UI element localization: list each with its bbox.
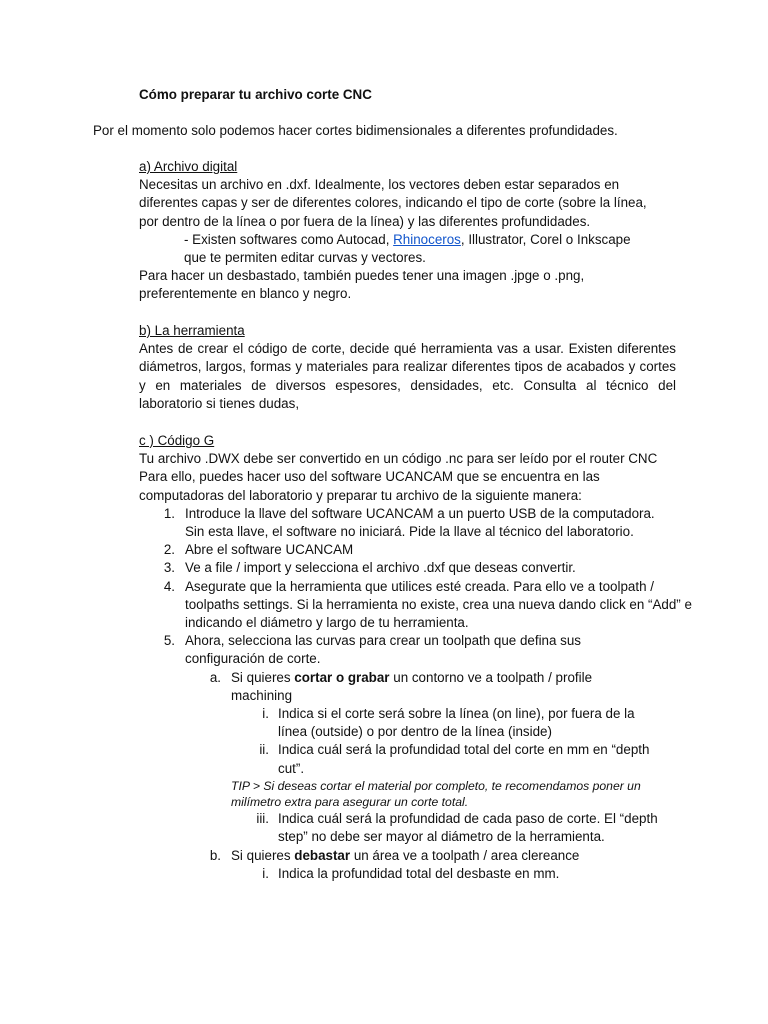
list-item-text: Asegurate que la herramienta que utilices esté creada. Para ello ve a toolpath / toolpaths settings. Si la herramienta no existe, crea una nueva dando click en “Add” e indicando el diámetro y largo de tu herramienta. (185, 578, 692, 631)
steps-list (139, 505, 692, 669)
tip-note: TIP > Si deseas cortar el material por completo, te recomendamos poner un milímetro extra para asegurar un corte total. (231, 778, 641, 810)
sub-sub-item (139, 741, 678, 777)
list-marker: 4. (163, 578, 175, 594)
sub-sub-item-text: Indica si el corte será sobre la línea (on line), por fuera de la línea (outside) o por dentro de la línea (inside) (278, 706, 635, 740)
list-item (139, 559, 676, 577)
list-item-text: Ahora, selecciona las curvas para crear un toolpath que defina sus configuración de corte. (185, 633, 582, 667)
page-title: Cómo preparar tu archivo corte CNC (139, 87, 372, 102)
sub-sub-item-text: Indica cuál será la profundidad de cada paso de corte. El “depth step” no debe ser mayor al diámetro de la herramienta. (278, 811, 658, 845)
sub-sub-item (139, 705, 660, 741)
sublist-text-pre: Si quieres (231, 847, 295, 863)
sublist-item-b (139, 847, 676, 865)
step5-sublist (139, 669, 676, 883)
section-archivo-digital (139, 158, 676, 304)
list-marker: iii. (256, 811, 269, 827)
list-marker: a. (209, 669, 221, 685)
list-marker: i. (262, 865, 269, 881)
intro-paragraph: Por el momento solo podemos hacer cortes bidimensionales a diferentes profundidades. (93, 123, 618, 138)
list-item-text: Ve a file / import y selecciona el archivo .dxf que deseas convertir. (185, 560, 576, 576)
list-marker: 2. (163, 542, 175, 558)
section-herramienta (139, 322, 676, 413)
section-a-paragraph: Necesitas un archivo en .dxf. Idealmente, los vectores deben estar separados en diferentes capas y ser de diferentes colores, indicando el tipo de corte (sobre la línea, por dentro de la línea o por fuera de la línea) y las diferentes profundidades. (139, 177, 647, 229)
list-item (139, 632, 655, 668)
sublist-item-a (139, 669, 639, 705)
section-a-paragraph-2: Para hacer un desbastado, también puedes tener una imagen .jpge o .png, preferentemente en blanco y negro. (139, 268, 585, 302)
software-line (139, 231, 676, 249)
software-line-2: que te permiten editar curvas y vectores. (184, 250, 426, 266)
sub-sub-item-text: Indica cuál será la profundidad total del corte en mm en “depth cut”. (278, 742, 650, 776)
software-text-pre: - Existen softwares como Autocad, (184, 231, 394, 247)
list-item (139, 541, 676, 559)
section-b-paragraph: Antes de crear el código de corte, decide qué herramienta vas a usar. Existen diferentes diámetros, largos, formas y materiales para realizar diferentes tipos de acabados y cortes y en materiales de diversos espesores, densidades, etc. Consulta al técnico del laboratorio si tienes dudas, (139, 341, 676, 411)
list-item (139, 505, 655, 541)
sublist-text-bold: debastar (294, 847, 351, 863)
section-c-heading: c ) Código G (139, 433, 215, 448)
sublist-text-pre: Si quieres (231, 669, 295, 685)
sub-sub-item (139, 865, 676, 883)
sublist-text-post: un área ve a toolpath / area clereance (350, 847, 580, 863)
section-c-paragraph: Tu archivo .DWX debe ser convertido en un código .nc para ser leído por el router CNC Para ello, puedes hacer uso del software UCANCAM que se encuentra en las computadoras del laboratorio y preparar tu archivo de la siguiente manera: (139, 451, 658, 503)
list-marker: 1. (163, 505, 175, 521)
list-item-text: Introduce la llave del software UCANCAM a un puerto USB de la computadora. Sin esta llave, el software no iniciará. Pide la llave al técnico del laboratorio. (185, 505, 655, 540)
software-text-post: , Illustrator, Corel o Inkscape (460, 231, 631, 247)
sub-sub-item-text: Indica la profundidad total del desbaste en mm. (278, 865, 560, 881)
list-item (139, 578, 700, 633)
list-marker: ii. (259, 742, 269, 758)
list-marker: i. (262, 706, 269, 722)
list-marker: 3. (163, 560, 175, 576)
section-a-heading: a) Archivo digital (139, 159, 238, 174)
sublist-text-bold: cortar o grabar (294, 669, 390, 685)
list-marker: 5. (163, 633, 175, 649)
list-item-text: Abre el software UCANCAM (185, 542, 354, 558)
sub-sub-item (139, 810, 678, 846)
rhinoceros-link[interactable]: Rhinoceros (393, 231, 461, 247)
section-codigo-g (139, 432, 692, 883)
list-marker: b. (209, 847, 221, 863)
section-b-heading: b) La herramienta (139, 323, 245, 338)
sublist-text-post: un contorno ve a toolpath / profile machining (231, 669, 593, 703)
